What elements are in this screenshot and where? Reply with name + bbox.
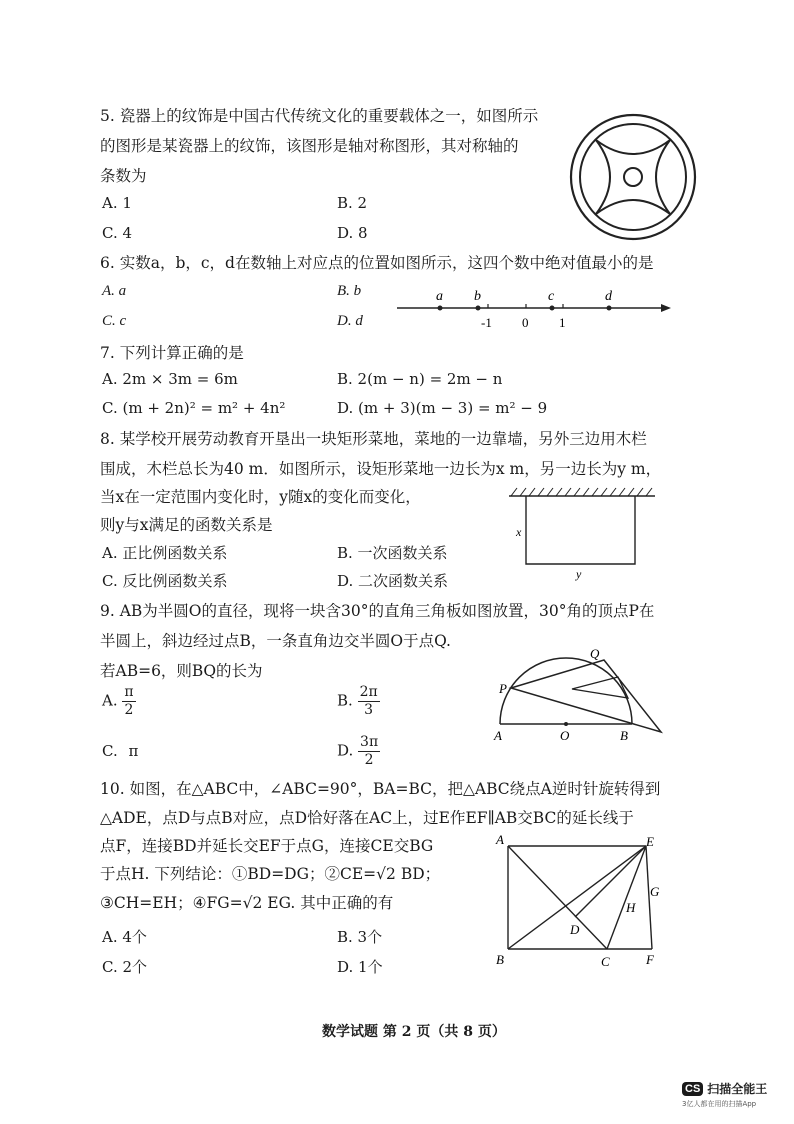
q9-line1: 9. AB为半圆O的直径，现将一块含30°的直角三角板如图放置，30°角的顶点P在 [100, 602, 655, 620]
point-d-label: d [605, 289, 612, 304]
q7-option-b: B. 2(m − n) = 2m − n [337, 370, 503, 388]
q10-option-c: C. 2个 [102, 958, 148, 976]
number-line-figure [395, 280, 675, 332]
point-p-label: P [499, 681, 507, 696]
scanner-watermark [682, 1080, 767, 1109]
point-o-label: O [560, 728, 570, 743]
point-a-label: A [494, 728, 502, 743]
point-c-label: c [548, 289, 555, 304]
q5-line1: 5. 瓷器上的纹饰是中国古代传统文化的重要载体之一，如图所示 [100, 107, 539, 125]
tick-label-1: 1 [559, 315, 566, 330]
q10-line1: 10. 如图，在△ABC中，∠ABC=90°，BA=BC，把△ABC绕点A逆时针旋转得到 [100, 780, 661, 798]
fraction: $\frac{\pi}{2}$ [124, 684, 134, 718]
point-c-label: C [601, 954, 610, 969]
point-g-label: G [650, 884, 660, 899]
q9-option-c: C. π [102, 742, 139, 760]
point-h-label: H [626, 900, 636, 915]
q5-option-c: C. 4 [102, 224, 133, 242]
q8-option-c: C. 反比例函数关系 [102, 572, 228, 590]
q9-option-d: D. $\frac{3\pi}{2}$ [337, 734, 379, 768]
q7-option-a: A. 2m × 3m = 6m [102, 370, 238, 388]
semicircle-triangle-figure [490, 640, 700, 744]
cs-logo-icon: CS [682, 1082, 703, 1096]
fraction: $\frac{2\pi}{3}$ [359, 684, 378, 718]
q10-line2: △ADE，点D与点B对应，点D恰好落在AC上，过E作EF∥AB交BC的延长线于 [100, 809, 634, 827]
scanner-tagline: 3亿人都在用的扫描App [682, 1100, 757, 1108]
point-b-label: b [474, 289, 481, 304]
q6-option-c: C. c [102, 313, 127, 329]
q8-line2: 围成，木栏总长为40 m．如图所示，设矩形菜地一边长为x m，另一边长为y m， [100, 460, 662, 478]
q5-option-d: D. 8 [337, 224, 368, 242]
page-footer: 数学试题 第 2 页（共 8 页） [322, 1024, 506, 1040]
q10-option-d: D. 1个 [337, 958, 383, 976]
side-x-label: x [516, 525, 522, 539]
q8-option-a: A. 正比例函数关系 [102, 544, 228, 562]
q10-option-a: A. 4个 [102, 928, 147, 946]
q8-line1: 8. 某学校开展劳动教育开垦出一块矩形菜地，菜地的一边靠墙，另外三边用木栏 [100, 430, 647, 448]
fraction: $\frac{3\pi}{2}$ [360, 734, 379, 768]
q7-option-c: C. (m + 2n)² = m² + 4n² [102, 399, 286, 417]
point-q-label: Q [590, 646, 600, 661]
point-a-label: a [436, 289, 443, 304]
tick-label-neg1: -1 [481, 315, 492, 330]
tick-label-0: 0 [522, 315, 529, 330]
q9-option-b: B. $\frac{2\pi}{3}$ [337, 684, 378, 718]
q6-option-b: B. b [337, 283, 362, 299]
porcelain-pattern-figure [566, 110, 700, 244]
q10-option-b: B. 3个 [337, 928, 383, 946]
q6-stem: 6. 实数a，b，c，d在数轴上对应点的位置如图所示，这四个数中绝对值最小的是 [100, 254, 654, 272]
point-d-label: D [570, 922, 580, 937]
q7-stem: 7. 下列计算正确的是 [100, 344, 244, 362]
q5-option-b: B. 2 [337, 194, 368, 212]
scanner-app-name: 扫描全能王 [707, 1082, 768, 1096]
point-a-label: A [496, 832, 504, 847]
q8-option-b: B. 一次函数关系 [337, 544, 448, 562]
side-y-label: y [576, 567, 582, 581]
q8-line3: 当x在一定范围内变化时，y随x的变化而变化， [100, 488, 421, 506]
q5-line2: 的图形是某瓷器上的纹饰，该图形是轴对称图形，其对称轴的 [100, 137, 519, 155]
q6-option-d: D. d [337, 313, 363, 329]
garden-rectangle-figure [505, 486, 665, 582]
q6-option-a: A. a [102, 283, 127, 299]
point-f-label: F [646, 952, 654, 967]
q10-line5: ③CH=EH；④FG=√2 EG. 其中正确的有 [100, 894, 394, 912]
q8-line4: 则y与x满足的函数关系是 [100, 516, 273, 534]
q5-option-a: A. 1 [102, 194, 132, 212]
rotated-triangle-figure [490, 832, 670, 972]
q8-option-d: D. 二次函数关系 [337, 572, 449, 590]
point-e-label: E [646, 834, 654, 849]
q9-option-a: A. $\frac{\pi}{2}$ [102, 684, 134, 718]
q9-line3: 若AB=6，则BQ的长为 [100, 662, 263, 680]
point-b-label: B [496, 952, 504, 967]
q9-line2: 半圆上，斜边经过点B，一条直角边交半圆O于点Q. [100, 632, 451, 650]
q5-line3: 条数为 [100, 167, 147, 185]
point-b-label: B [620, 728, 628, 743]
q7-option-d: D. (m + 3)(m − 3) = m² − 9 [337, 399, 548, 417]
q10-line3: 点F，连接BD并延长交EF于点G，连接CE交BG [100, 837, 434, 855]
q10-line4: 于点H. 下列结论：①BD=DG；②CE=√2 BD； [100, 865, 441, 883]
